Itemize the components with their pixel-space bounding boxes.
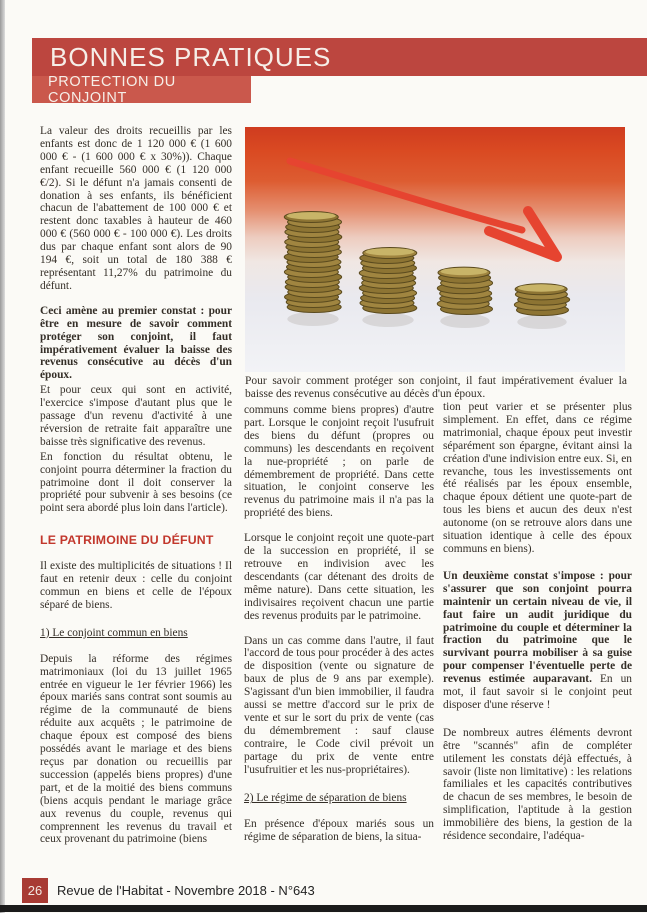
text-column-1 — [40, 125, 232, 858]
section-banner — [32, 38, 647, 76]
text-column-2 — [244, 404, 434, 856]
body-bold-span: Un deuxième constat s'impose : pour s'assurer que son conjoint pourra maintenir un certain niveau de vie, il faut faire un audit juridique du patrimoine du couple et déterminer la fraction du patrimoine que le survivant pourra mobiliser à sa guise pour compenser l'éventuelle perte de revenus estimée auparavant. — [443, 569, 632, 686]
scan-left-edge — [0, 0, 5, 913]
coins-photo-svg — [245, 127, 625, 372]
sub-heading-1: 1) Le conjoint commun en biens — [40, 626, 188, 639]
text-column-3 — [443, 401, 632, 855]
body-paragraph: Lorsque le conjoint reçoit une quote-part de la succession en propriété, il se retrouve en indivision avec les descendants (car détenant des droits de même nature). Dans cette situation, les indivisaires reçoivent chacun une partie des revenus produits par le patrimoine. — [244, 532, 434, 622]
body-paragraph: communs comme biens propres) d'autre part. Lorsque le conjoint reçoit l'usufruit des biens du défunt (propres ou communs) les descendants en reçoivent la nue-propriété ; on parle de démembrement de propriété. Dans cette situation, le conjoint conserve les revenus du patrimoine mais il n'a pas la propriété des biens. — [244, 404, 434, 520]
body-paragraph: tion peut varier et se présenter plus simplement. En effet, dans ce régime matrimonial, chaque époux peut investir séparément son épargne, évitant ainsi la création d'une indivision entre eux. Si, en revanche, tous les investissements ont été réalisés par les époux ensemble, chaque époux détient une quote-part de tous les biens et aucun des deux n'est autonome (on se retrouve alors dans une situation identique à celle des époux communs en biens). — [443, 401, 632, 555]
body-paragraph: La valeur des droits recueillis par les enfants est donc de 1 120 000 € (1 600 000 € - (1 600 000 € x 30%)). Chaque enfant recueille 560 000 € (1 120 000 €/2). Si le défunt n'a jamais consenti de donation à ses enfants, ils bénéficient chacun de l'abattement de 100 000 € et restent donc taxables à hauteur de 460 000 € (560 000 € - 100 000 €). Les droits dus par chaque enfant sont alors de 90 194 €, soit un total de 180 388 € représentant 11,27% du patrimoine du défunt. — [40, 125, 232, 292]
body-paragraph: De nombreux autres éléments devront être "scannés" afin de compléter utilement les constats déjà effectués, à savoir (liste non limitative) : les relations familiales et les capacités contributives de chacun de ses membres, le besoin de simplification, l'aptitude à la gestion immobilière des biens, la gestion de la résidence secondaire, l'adéqua- — [443, 726, 632, 843]
section-heading: LE PATRIMOINE DU DÉFUNT — [40, 533, 214, 548]
page-title: BONNES PRATIQUES — [50, 41, 332, 72]
body-paragraph: En fonction du résultat obtenu, le conjoint pourra déterminer la fraction du patrimoine dont il doit conserver la propriété pour subvenir à ses besoins (ce point sera abordé plus loin dans l'article). — [40, 450, 232, 515]
page-number-badge: 26 — [22, 878, 48, 903]
body-span: En un mot, il faut savoir si le conjoint peut disposer d'une réserve ! — [443, 673, 632, 711]
body-paragraph-bold: Ceci amène au premier constat : pour être en mesure de savoir comment protéger son conjoint, il faut impérativement évaluer la baisse des revenus consécutive au décès d'un époux. — [40, 304, 232, 382]
body-paragraph: Il existe des multiplicités de situations ! Il faut en retenir deux : celle du conjoint commun en biens et celle de l'époux séparé de biens. — [40, 560, 232, 611]
body-paragraph: Depuis la réforme des régimes matrimoniaux (loi du 13 juillet 1965 entrée en vigueur le 1er février 1966) les époux mariés sans contrat sont soumis au régime de la communauté de biens réduite aux acquêts ; le patrimoine de chaque époux est composé des biens possédés avant le mariage et des biens reçus par donation ou recueillis par succession (appelés biens propres) d'une part, et de la moitié des biens communs (biens acquis pendant le mariage grâce aux revenus du couple, revenus qui comprennent les revenus du travail et ceux provenant du patrimoine (biens — [40, 652, 232, 846]
sub-heading-2: 2) Le régime de séparation de biens — [244, 792, 407, 805]
body-paragraph-mixed — [443, 570, 632, 712]
photo-caption: Pour savoir comment protéger son conjoint, il faut impérativement évaluer la baisse des revenus consécutive au décès d'un époux. — [245, 375, 627, 400]
body-paragraph: Et pour ceux qui sont en activité, l'exercice s'impose d'autant plus que le passage d'un revenu d'activité à une réversion de retraite fait apparaître une baisse très significative des revenus. — [40, 384, 232, 448]
body-paragraph: Dans un cas comme dans l'autre, il faut l'accord de tous pour procéder à des actes de disposition (vente ou signature de baux de plus de 9 ans par exemple). S'agissant d'un bien immobilier, il faudra aussi se mettre d'accord sur le prix de vente et sur le sort du prix de vente (cas du démembrement : sauf clause contraire, le Code civil prévoit un partage du prix de vente entre l'usufruitier et les nus-propriétaires). — [244, 634, 434, 776]
body-paragraph: En présence d'époux mariés sous un régime de séparation de biens, la situa- — [244, 818, 434, 844]
subsection-banner — [32, 73, 251, 106]
coins-photo — [245, 127, 625, 372]
scan-bottom-edge — [0, 905, 647, 912]
footer-text: Revue de l'Habitat - Novembre 2018 - N°643 — [57, 883, 315, 898]
page-subtitle: PROTECTION DU CONJOINT — [48, 73, 176, 106]
